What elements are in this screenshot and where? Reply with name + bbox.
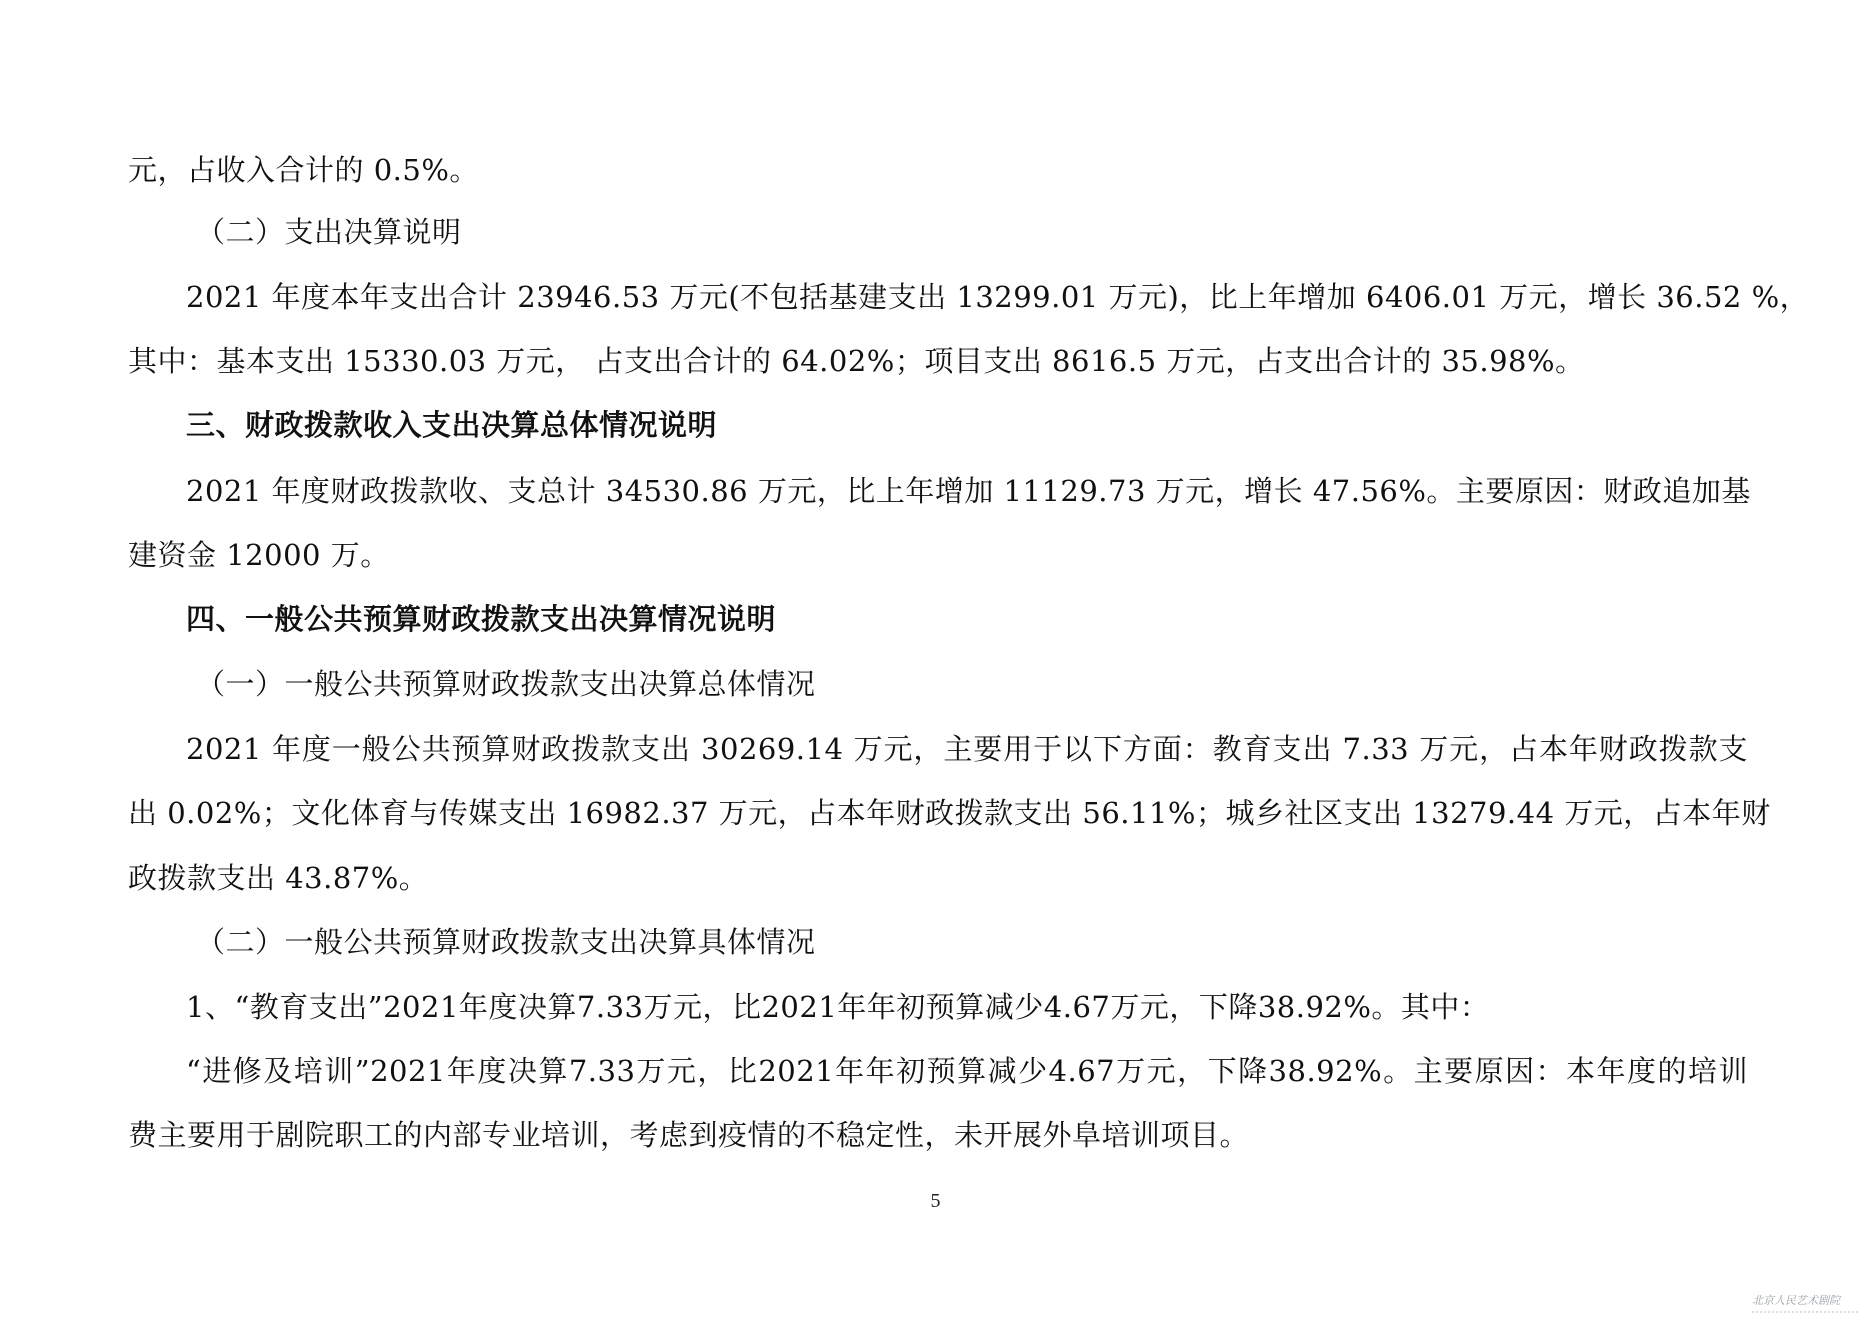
- paragraph-line: 政拨款支出 43.87%。: [128, 861, 429, 895]
- page-number: 5: [930, 1190, 941, 1212]
- section-subheading: （二）一般公共预算财政拨款支出决算具体情况: [196, 925, 816, 959]
- section-subheading: （一）一般公共预算财政拨款支出决算总体情况: [196, 667, 816, 701]
- watermark-logo: [1752, 1290, 1862, 1318]
- paragraph-line: 费主要用于剧院职工的内部专业培训，考虑到疫情的不稳定性，未开展外阜培训项目。: [128, 1118, 1250, 1152]
- paragraph-line: “进修及培训”2021年度决算7.33万元，比2021年年初预算减少4.67万元，下降38.92%。主要原因：本年度的培训: [186, 1054, 1748, 1088]
- paragraph-line: 2021 年度本年支出合计 23946.53 万元(不包括基建支出 13299.01 万元)，比上年增加 6406.01 万元，增长 36.52 %，: [186, 280, 1810, 314]
- section-subheading: （二）支出决算说明: [196, 215, 462, 249]
- paragraph-line: 元，占收入合计的 0.5%。: [128, 153, 479, 187]
- section-heading: 三、财政拨款收入支出决算总体情况说明: [186, 408, 718, 442]
- svg-text:北京人民艺术剧院: 北京人民艺术剧院: [1752, 1294, 1840, 1307]
- paragraph-line: 1、“教育支出”2021年度决算7.33万元，比2021年年初预算减少4.67万元，下降38.92%。其中：: [186, 990, 1490, 1024]
- paragraph-line: 建资金 12000 万。: [128, 538, 390, 572]
- paragraph-line: 出 0.02%；文化体育与传媒支出 16982.37 万元，占本年财政拨款支出 56.11%；城乡社区支出 13279.44 万元，占本年财: [128, 796, 1771, 830]
- paragraph-line: 2021 年度一般公共预算财政拨款支出 30269.14 万元，主要用于以下方面：教育支出 7.33 万元，占本年财政拨款支: [186, 732, 1748, 766]
- paragraph-line: 2021 年度财政拨款收、支总计 34530.86 万元，比上年增加 11129.73 万元，增长 47.56%。主要原因：财政追加基: [186, 474, 1751, 508]
- section-heading: 四、一般公共预算财政拨款支出决算情况说明: [186, 602, 777, 636]
- paragraph-line: 其中：基本支出 15330.03 万元， 占支出合计的 64.02%；项目支出 8616.5 万元，占支出合计的 35.98%。: [128, 344, 1585, 378]
